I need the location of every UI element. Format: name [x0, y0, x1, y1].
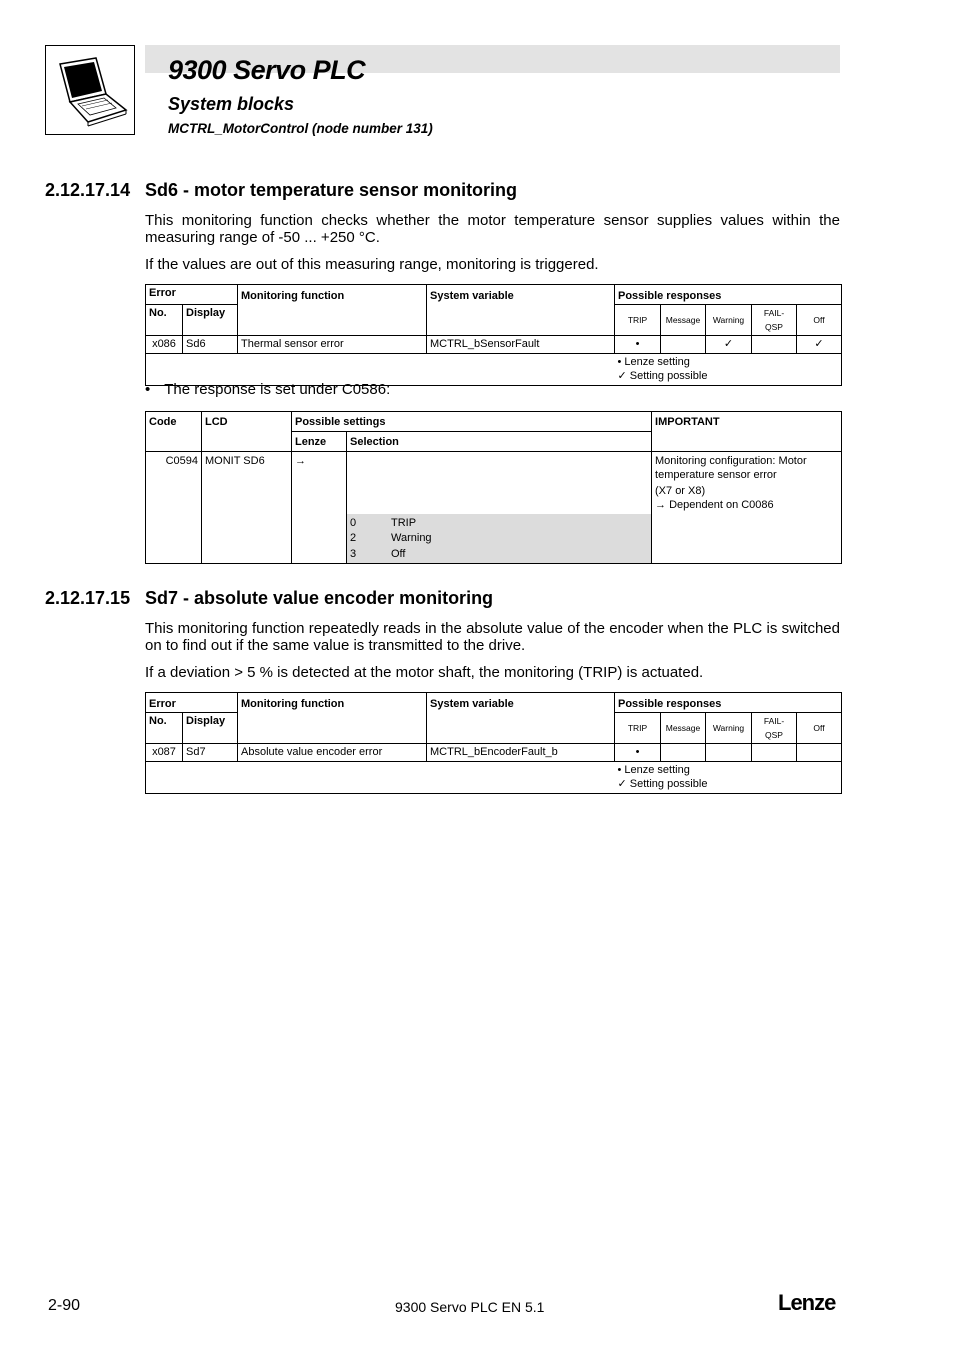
cell-warning: ✓: [706, 336, 752, 354]
header-possible-settings: Possible settings: [292, 412, 652, 432]
option-item: 2 Warning: [350, 532, 432, 544]
brand-logo: Lenze: [778, 1290, 836, 1315]
cell-display: Sd6: [183, 336, 238, 354]
table-legend: [615, 762, 842, 794]
section-title: Sd6 - motor temperature sensor monitoring: [145, 180, 518, 200]
legend-lenze-setting: • Lenze setting: [617, 764, 690, 776]
laptop-logo-icon: [45, 45, 135, 135]
table-row: [146, 744, 842, 762]
selection-options: [347, 514, 652, 564]
section-number: 2.12.17.14: [45, 180, 131, 200]
header-important: IMPORTANT: [652, 412, 842, 452]
doc-subsubtitle: MCTRL_MotorControl (node number 131): [168, 121, 433, 136]
header-off: Off: [797, 713, 842, 744]
important-text: → Dependent on C0086: [655, 499, 774, 511]
option-item: 0 TRIP: [350, 516, 417, 529]
cell-variable: MCTRL_bSensorFault: [427, 336, 615, 354]
footer-doc-id: 9300 Servo PLC EN 5.1: [395, 1299, 545, 1315]
header-fail-qsp: FAIL-QSP: [752, 305, 797, 336]
option-item: 3 Off: [350, 547, 406, 560]
header-trip: TRIP: [615, 305, 661, 336]
header-warning: Warning: [706, 713, 752, 744]
cell-off: ✓: [797, 336, 842, 354]
paragraph: If the values are out of this measuring range, monitoring is triggered.: [145, 256, 599, 273]
header-selection: Selection: [347, 432, 652, 452]
cell-fail-qsp: [752, 336, 797, 354]
error-table: [145, 692, 842, 794]
cell-no: x087: [146, 744, 183, 762]
header-lenze: Lenze: [292, 432, 347, 452]
doc-title: 9300 Servo PLC: [168, 55, 366, 85]
paragraph: This monitoring function repeatedly reads in the absolute value of the encoder when the PLC is switched on to find out if the same value is transmitted to the drive.: [145, 620, 840, 654]
header-fail-qsp: FAIL-QSP: [752, 713, 797, 744]
header-monitoring-function: Monitoring function: [238, 285, 427, 336]
paragraph: This monitoring function checks whether the motor temperature sensor supplies values within the measuring range of -50 ... +250 °C.: [145, 212, 840, 246]
paragraph: If a deviation > 5 % is detected at the motor shaft, the monitoring (TRIP) is actuated.: [145, 664, 704, 681]
bullet-icon: •: [145, 381, 151, 398]
legend-lenze-setting: • Lenze setting: [617, 356, 690, 368]
header-message: Message: [661, 713, 706, 744]
header-off: Off: [797, 305, 842, 336]
important-text: (X7 or X8): [655, 485, 706, 497]
header-system-variable: System variable: [427, 285, 615, 336]
cell-variable: MCTRL_bEncoderFault_b: [427, 744, 615, 762]
cell-no: x086: [146, 336, 183, 354]
header-code: Code: [146, 412, 202, 452]
cell-lcd: MONIT SD6: [202, 452, 292, 564]
header-message: Message: [661, 305, 706, 336]
header-display: Display: [183, 713, 238, 744]
cell-display: Sd7: [183, 744, 238, 762]
header-possible-responses: Possible responses: [615, 693, 842, 713]
code-table: [145, 411, 842, 564]
cell-fail-qsp: [752, 744, 797, 762]
doc-subtitle: System blocks: [168, 94, 295, 114]
table-legend: [615, 354, 842, 386]
header-monitoring-function: Monitoring function: [238, 693, 427, 744]
cell-function: Thermal sensor error: [238, 336, 427, 354]
header-trip: TRIP: [615, 713, 661, 744]
error-table: [145, 284, 842, 386]
page-number: 2-90: [48, 1297, 81, 1314]
header-lcd: LCD: [202, 412, 292, 452]
header-system-variable: System variable: [427, 693, 615, 744]
cell-off: [797, 744, 842, 762]
legend-setting-possible: ✓ Setting possible: [617, 778, 708, 790]
cell-code: C0594: [146, 452, 202, 564]
cell-important: [652, 452, 842, 564]
cell-warning: [706, 744, 752, 762]
table-row: [146, 452, 842, 514]
header-no: No.: [146, 305, 183, 336]
section-title: Sd7 - absolute value encoder monitoring: [145, 588, 494, 608]
cell-trip: •: [615, 336, 661, 354]
section-number: 2.12.17.15: [45, 588, 131, 608]
bullet-item: [145, 381, 390, 398]
cell-message: [661, 744, 706, 762]
cell-function: Absolute value encoder error: [238, 744, 427, 762]
header-display: Display: [183, 305, 238, 336]
header-error: Error: [146, 693, 238, 713]
cell-message: [661, 336, 706, 354]
cell-trip: •: [615, 744, 661, 762]
legend-setting-possible: ✓ Setting possible: [617, 370, 708, 382]
header-possible-responses: Possible responses: [615, 285, 842, 305]
header-warning: Warning: [706, 305, 752, 336]
bullet-text: The response is set under C0586:: [164, 381, 391, 398]
header-no: No.: [146, 713, 183, 744]
header-error: Error: [146, 285, 238, 305]
cell-lenze: →: [292, 452, 347, 564]
table-row: [146, 336, 842, 354]
important-text: Monitoring configuration: Motor temperature sensor error: [655, 455, 807, 481]
